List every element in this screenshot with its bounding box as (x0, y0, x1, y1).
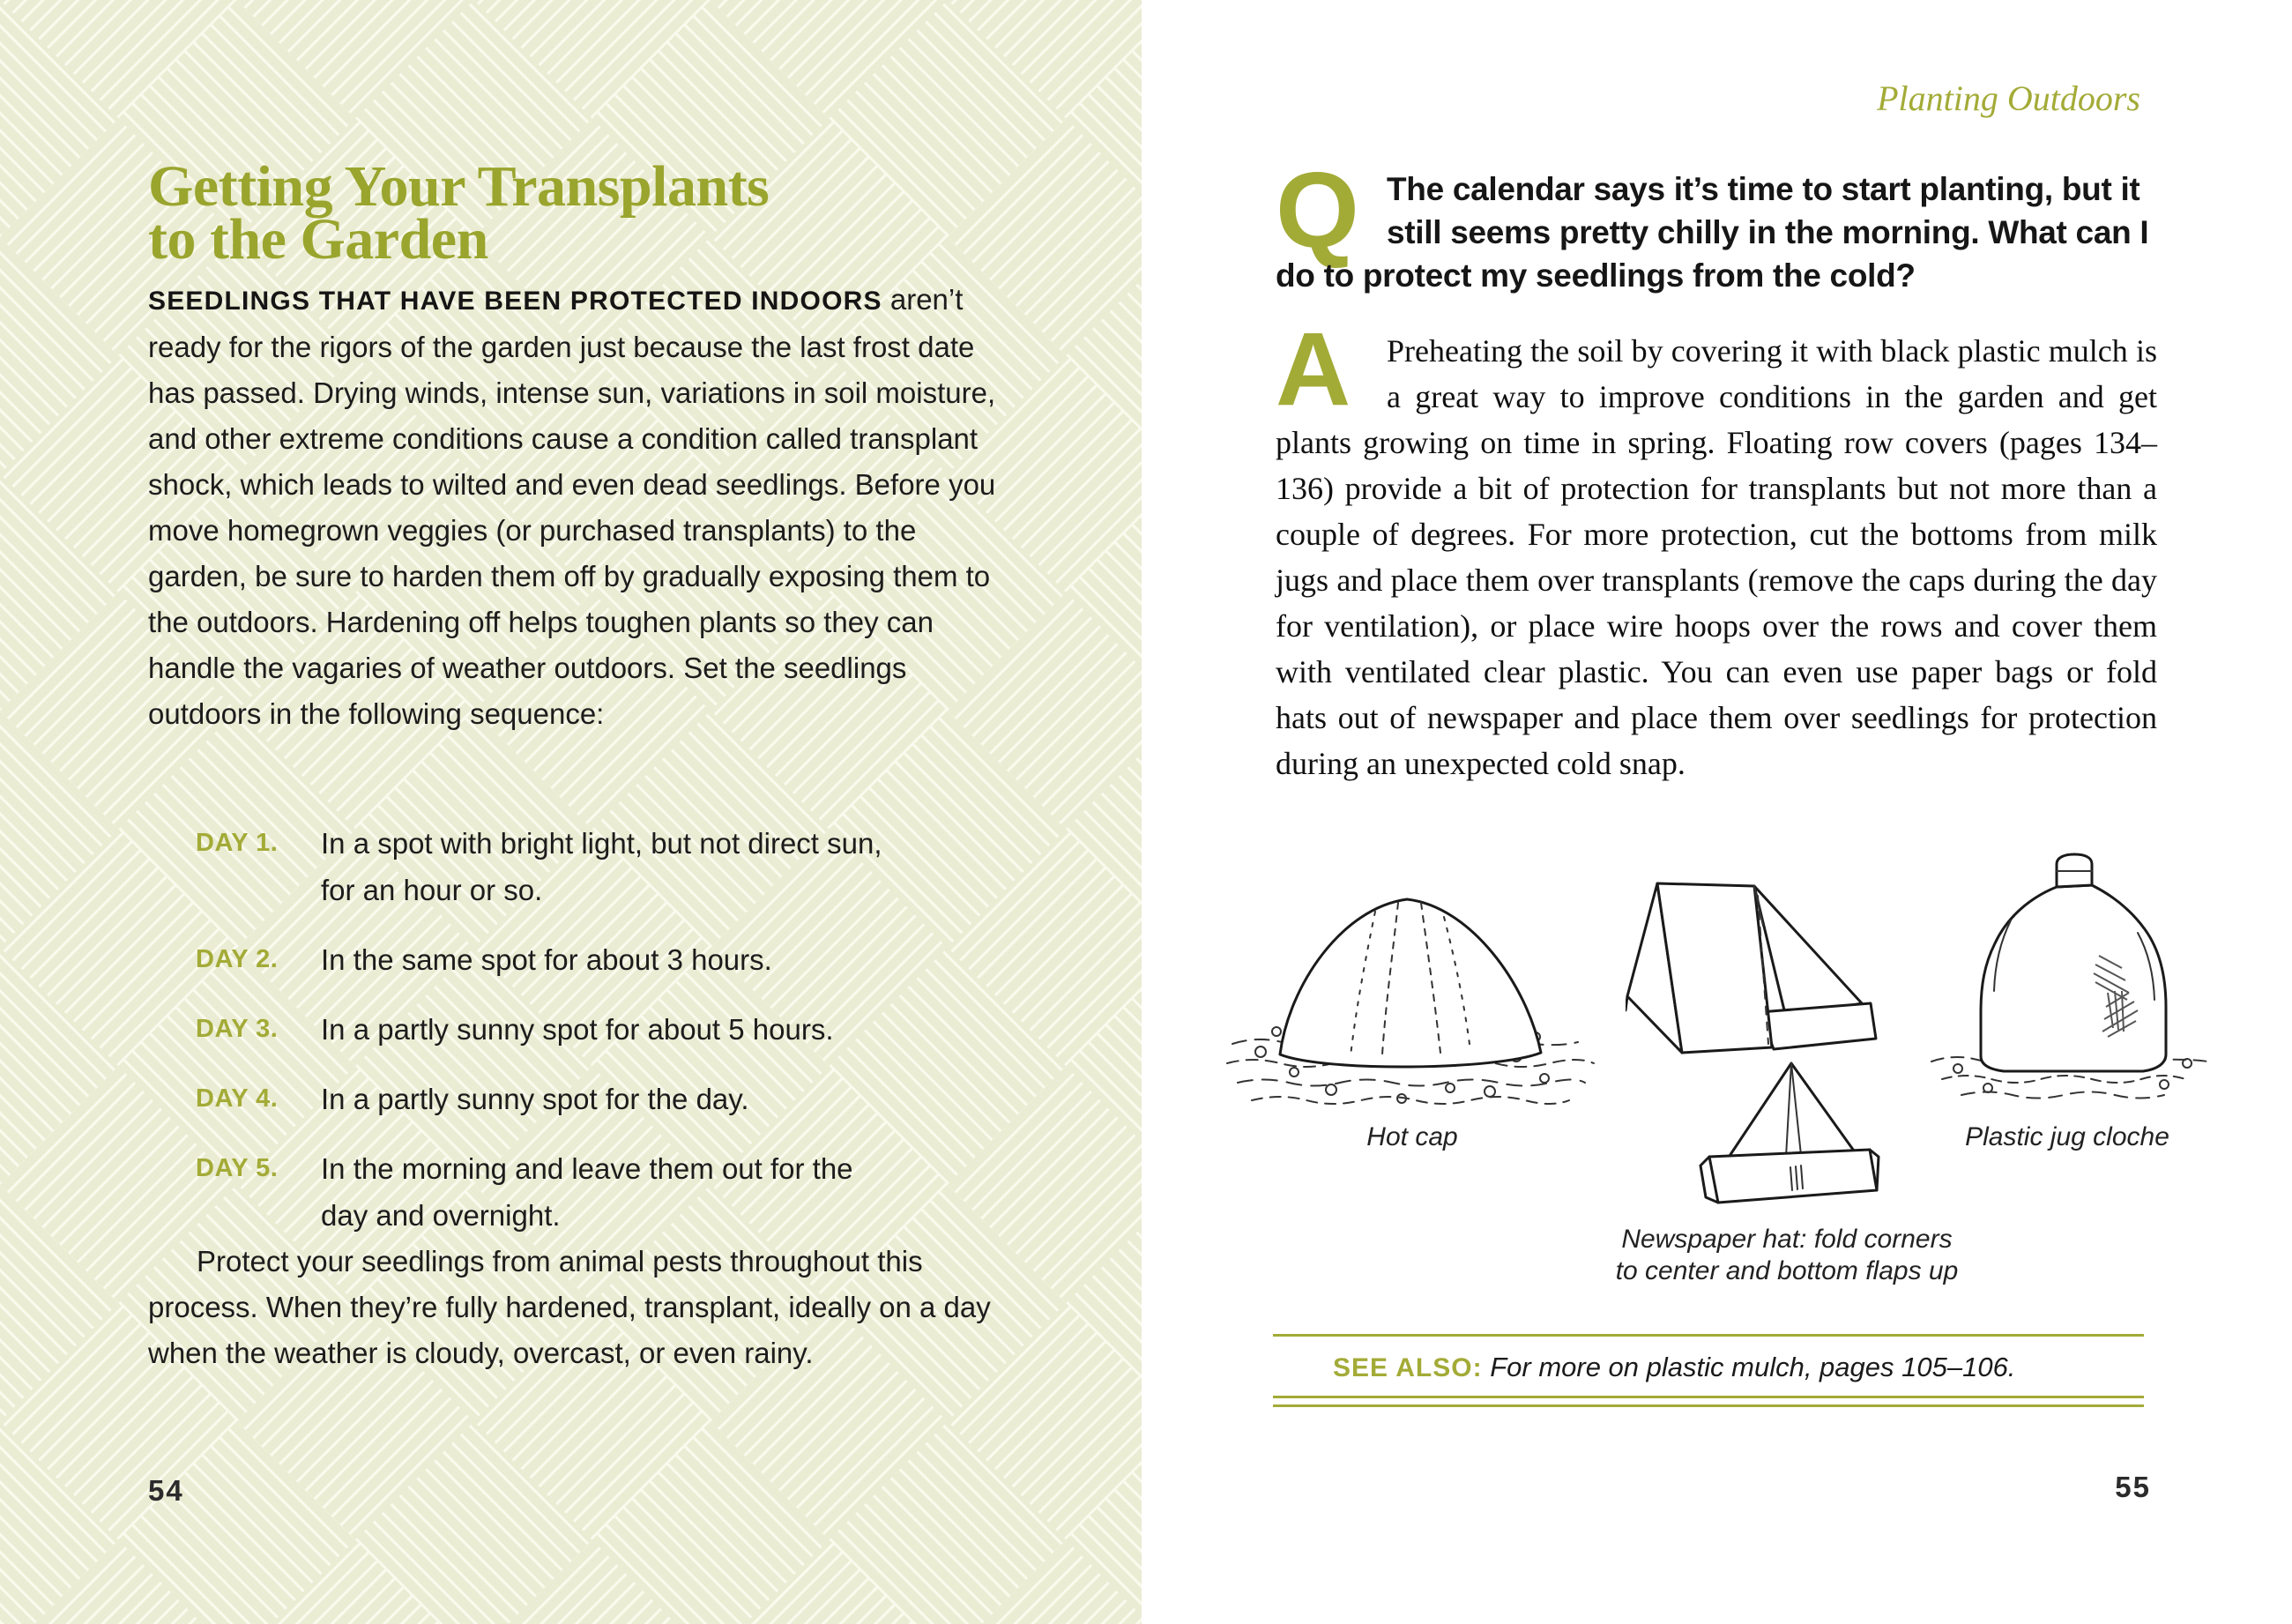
list-item (196, 1006, 927, 1053)
lead-body-text: aren’t ready for the rigors of the garden just because the last frost date has passed. Drying winds, intense sun, variations in soil moisture, and other extreme conditions cause a condition called transplant shock, which leads to wilted and even dead seedlings. Before you move homegrown veggies (or purchased transplants) to the garden, be sure to harden them off by gradually exposing them to the outdoors. Hardening off helps toughen plants so they can handle the vagaries of weather outdoors. Set the seedlings outdoors in the following sequence: (148, 283, 996, 730)
day-text: In a partly sunny spot for about 5 hours. (321, 1013, 834, 1046)
list-item (196, 820, 927, 913)
page-title-line2: to the Garden (148, 207, 488, 272)
day-label: DAY 1. (196, 829, 279, 857)
see-also-bottom-rule-2 (1273, 1404, 2144, 1407)
question-drop-cap: Q (1276, 150, 1359, 270)
plastic-jug-caption: Plastic jug cloche (1965, 1122, 2169, 1151)
see-also-text: For more on plastic mulch, pages 105–106. (1490, 1352, 2016, 1382)
newspaper-tent-illustration (1626, 871, 1890, 1061)
day-text: In a spot with bright light, but not direct sun, for an hour or so. (321, 827, 882, 906)
day-text: In the same spot for about 3 hours. (321, 943, 772, 976)
lead-smallcaps: SEEDLINGS THAT HAVE BEEN PROTECTED INDOORS (148, 287, 882, 316)
hot-cap-caption: Hot cap (1366, 1122, 1458, 1151)
page-number-left: 54 (148, 1474, 184, 1507)
right-page (1142, 0, 2292, 1624)
see-also-row (1273, 1337, 2144, 1396)
hardening-off-day-list (196, 820, 927, 1262)
hot-cap-illustration (1225, 871, 1596, 1114)
day-text: In a partly sunny spot for the day. (321, 1083, 749, 1115)
day-label: DAY 4. (196, 1084, 279, 1113)
list-item (196, 1145, 927, 1239)
see-also-box (1273, 1334, 2144, 1413)
lead-paragraph (148, 277, 1021, 737)
question-text: The calendar says it’s time to start planting, but it still seems pretty chilly in the morning. What can I do to protect my seedlings from the cold? (1276, 171, 2149, 294)
day-text: In the morning and leave them out for the day and overnight. (321, 1152, 853, 1232)
list-item (196, 936, 927, 983)
day-label: DAY 3. (196, 1015, 279, 1043)
closing-paragraph: Protect your seedlings from animal pests throughout this process. When they’re fully hardened, transplant, ideally on a day when the weather is cloudy, overcast, or even rainy. (148, 1245, 991, 1369)
answer-text: Preheating the soil by covering it with black plastic mulch is a great way to improve conditions in the garden and get plants growing on time in spring. Floating row covers (pages 134–136) provide a bit of protection for transplants but not more than a couple of degrees. For more protection, cut the bottoms from milk jugs and place them over transplants (remove the caps during the day for ventilation), or place wire hoops over the rows and cover them with ventilated clear plastic. You can even use paper bags or fold hats out of newspaper and place them over seedlings for protection during an unexpected cold snap. (1276, 333, 2157, 781)
answer-drop-cap: A (1276, 311, 1351, 428)
running-header: Planting Outdoors (1877, 78, 2140, 118)
newspaper-hat-caption-line1: Newspaper hat: fold corners (1621, 1225, 1953, 1254)
list-item (196, 1076, 927, 1122)
left-page (0, 0, 1142, 1624)
question-block (1276, 150, 2157, 297)
page-number-right: 55 (2115, 1471, 2151, 1503)
day-label: DAY 5. (196, 1154, 279, 1182)
page-title-line1: Getting Your Transplants (148, 154, 770, 219)
see-also-label: SEE ALSO: (1333, 1353, 1483, 1382)
newspaper-hat-illustration (1679, 1058, 1900, 1217)
plastic-jug-cloche-illustration (1926, 852, 2217, 1112)
newspaper-hat-caption-line2: to center and bottom flaps up (1615, 1256, 1959, 1285)
answer-block (1276, 311, 2157, 786)
see-also-bottom-rule-1 (1273, 1396, 2144, 1398)
newspaper-hat-caption (1593, 1224, 1981, 1287)
day-label: DAY 2. (196, 945, 279, 973)
page-title (148, 154, 770, 272)
